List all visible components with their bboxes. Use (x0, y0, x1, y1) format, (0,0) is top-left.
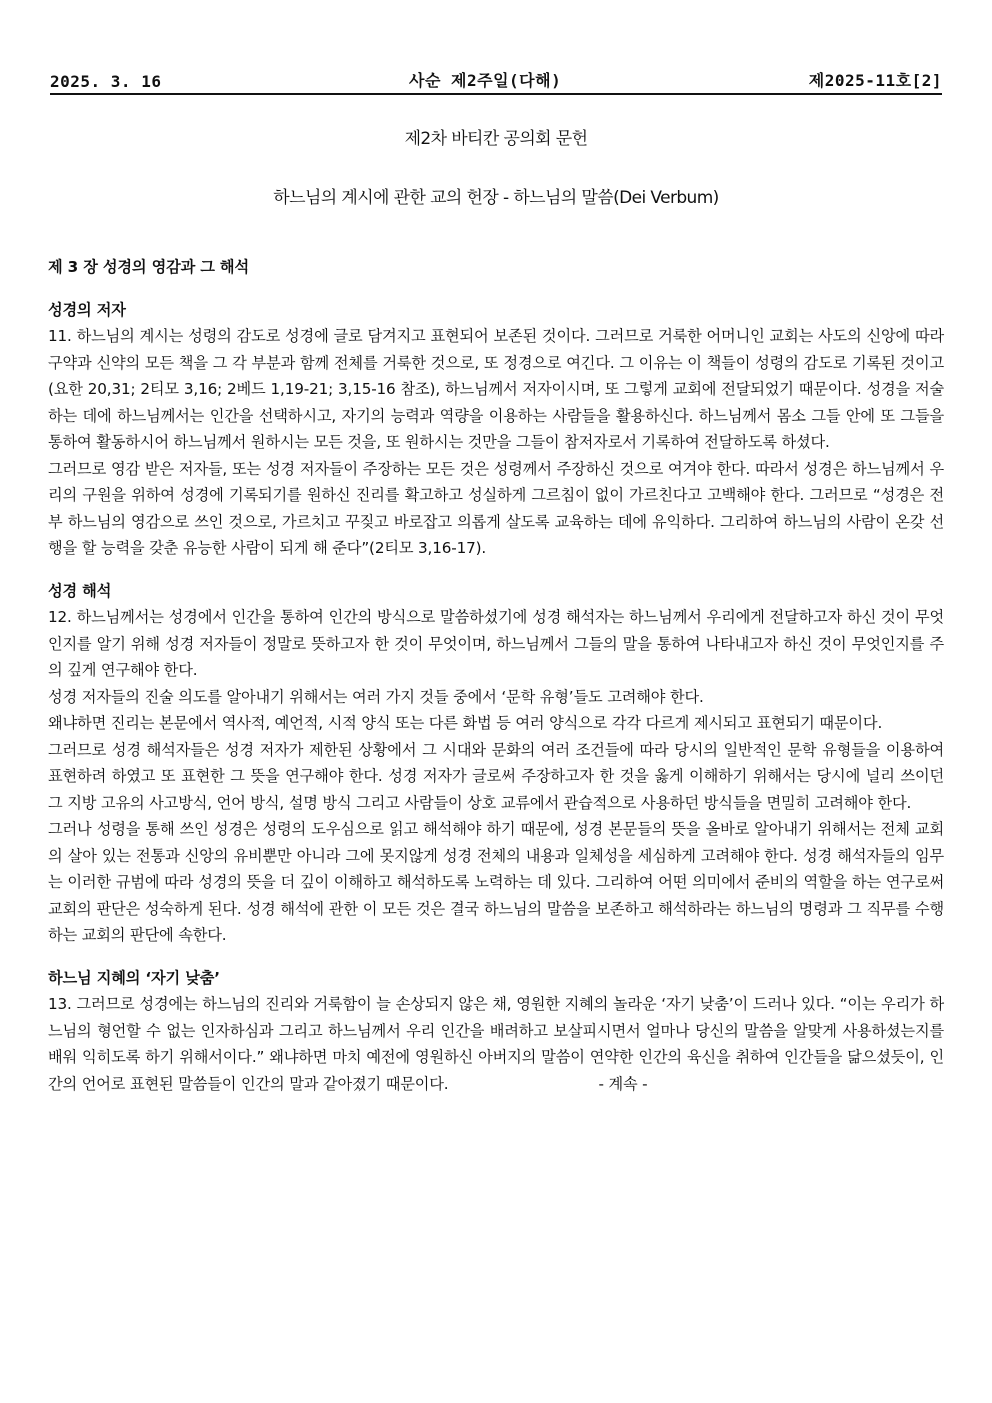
document-source: 제2차 바티칸 공의회 문헌 (404, 129, 588, 149)
header-issue-number: 제2025-11호[2] (808, 71, 942, 90)
bulletin-header (50, 68, 942, 95)
paragraph: 그러므로 성경 해석자들은 성경 저자가 제한된 상황에서 그 시대와 문화의 여러 조건들에 따라 당시의 일반적인 문학 유형들을 이용하여 표현하려 하였고 또 표현한 그 뜻을 연구해야 한다. 성경 저자가 글로써 주장하고자 한 것을 옳게 이해하기 위해서는 당시에 널리 쓰이던 그 지방 고유의 사고방식, 언어 방식, 설명 방식 그리고 사람들이 상호 교류에서 관습적으로 사용하던 방식들을 면밀히 고려해야 한다. (48, 740, 944, 812)
section-interpretation (48, 578, 944, 949)
section-condescension (48, 965, 944, 1098)
paragraph: 성경 저자들의 진술 의도를 알아내기 위해서는 여러 가지 것들 중에서 ‘문학 유형’들도 고려해야 한다. (48, 687, 704, 706)
section-heading: 성경 해석 (48, 581, 112, 600)
header-date: 2025. 3. 16 (50, 72, 162, 91)
section-authorship (48, 297, 944, 562)
continued-marker: - 계속 - (598, 1074, 648, 1093)
chapter-heading: 제 3 장 성경의 영감과 그 해석 (48, 258, 249, 276)
paragraph: 그러므로 영감 받은 저자들, 또는 성경 저자들이 주장하는 모든 것은 성령께서 주장하신 것으로 여겨야 한다. 따라서 성경은 하느님께서 우리의 구원을 위하여 성경에 기록되기를 원하신 진리를 확고하고 성실하게 그르침이 없이 가르친다고 고백해야 한다. 그러므로 “성경은 전부 하느님의 영감으로 쓰인 것으로, 가르치고 꾸짖고 바로잡고 의롭게 살도록 교육하는 데에 유익하다. 그리하여 하느님의 사람이 온갖 선행을 할 능력을 갖춘 유능한 사람이 되게 해 준다”(2티모 3,16-17). (48, 459, 944, 557)
section-heading: 하느님 지혜의 ‘자기 낮춤’ (48, 968, 220, 987)
document-body (48, 254, 944, 1113)
paragraph: 11. 하느님의 계시는 성령의 감도로 성경에 글로 담겨지고 표현되어 보존된 것이다. 그러므로 거룩한 어머니인 교회는 사도의 신앙에 따라 구약과 신약의 모든 책을 그 각 부분과 함께 전체를 거룩한 것으로, 또 정경으로 여긴다. 그 이유는 이 책들이 성령의 감도로 기록된 것이고(요한 20,31; 2티모 3,16; 2베드 1,19-21; 3,15-16 참조), 하느님께서 저자이시며, 또 그렇게 교회에 전달되었기 때문이다. 성경을 저술하는 데에 하느님께서는 인간을 선택하시고, 자기의 능력과 역량을 이용하는 사람들을 활용하신다. 하느님께서 몸소 그들 안에 또 그들을 통하여 활동하시어 하느님께서 원하시는 모든 것을, 또 원하시는 것만을 그들이 참저자로서 기록하여 전달하도록 하셨다. (48, 327, 944, 451)
paragraph: 12. 하느님께서는 성경에서 인간을 통하여 인간의 방식으로 말씀하셨기에 성경 해석자는 하느님께서 우리에게 전달하고자 하신 것이 무엇인지를 알기 위해 성경 저자들이 정말로 뜻하고자 한 것이 무엇이며, 하느님께서 그들의 말을 통하여 나타내고자 하신 것이 무엇인지를 주의 깊게 연구해야 한다. (48, 608, 944, 679)
section-heading: 성경의 저자 (48, 300, 126, 319)
document-title: 하느님의 계시에 관한 교의 헌장 - 하느님의 말씀(Dei Verbum) (273, 188, 719, 208)
paragraph (48, 991, 944, 1097)
header-liturgical-day: 사순 제2주일(다해) (408, 71, 562, 90)
paragraph-text: 13. 그러므로 성경에는 하느님의 진리와 거룩함이 늘 손상되지 않은 채, 영원한 지혜의 놀라운 ‘자기 낮춤’이 드러나 있다. “이는 우리가 하느님의 형언할 수 없는 인자하심과 그리고 하느님께서 우리 인간을 배려하고 보살피시면서 얼마나 당신의 말씀을 알맞게 사용하셨는지를 배워 익히도록 하기 위해서이다.” 왜냐하면 마치 예전에 영원하신 아버지의 말씀이 연약한 인간의 육신을 취하여 인간들을 닮으셨듯이, 인간의 언어로 표현된 말씀들이 인간의 말과 같아졌기 때문이다. (48, 995, 944, 1093)
paragraph: 왜냐하면 진리는 본문에서 역사적, 예언적, 시적 양식 또는 다른 화법 등 여러 양식으로 각각 다르게 제시되고 표현되기 때문이다. (48, 714, 883, 732)
paragraph: 그러나 성령을 통해 쓰인 성경은 성령의 도우심으로 읽고 해석해야 하기 때문에, 성경 본문들의 뜻을 올바로 알아내기 위해서는 전체 교회의 살아 있는 전통과 신앙의 유비뿐만 아니라 그에 못지않게 성경 전체의 내용과 일체성을 세심하게 고려해야 한다. 성경 해석자들의 임무는 이러한 규범에 따라 성경의 뜻을 더 깊이 이해하고 해석하도록 노력하는 데 있다. 그리하여 어떤 의미에서 준비의 역할을 하는 연구로써 교회의 판단은 성숙하게 된다. 성경 해석에 관한 이 모든 것은 결국 하느님의 말씀을 보존하고 해석하라는 하느님의 명령과 그 직무를 수행하는 교회의 판단에 속한다. (48, 820, 944, 944)
